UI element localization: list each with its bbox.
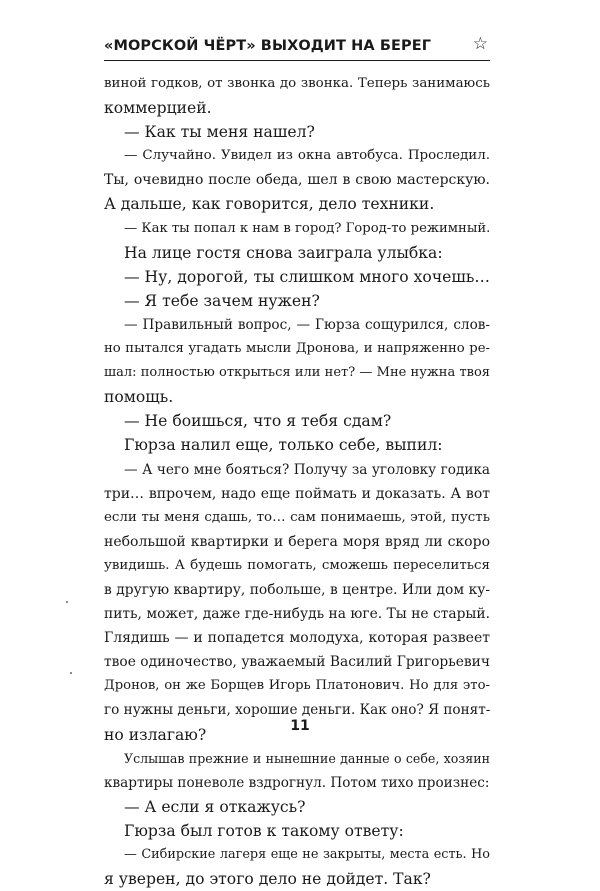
- text-line: — Случайно. Увидел из окна автобуса. Проследил.: [124, 148, 490, 164]
- text-line: я уверен, до этого дело не дойдет. Так?: [104, 870, 431, 889]
- text-line: но излагаю?: [104, 725, 207, 744]
- text-line: коммерцией.: [104, 99, 212, 118]
- text-line: — Не боишься, что я тебя сдам?: [124, 412, 392, 431]
- text-line: — А чего мне бояться? Получу за уголовку годика: [124, 461, 490, 478]
- text-line: — Как ты попал к нам в город? Город-то режимный.: [124, 220, 490, 236]
- page-number: 11: [290, 718, 310, 734]
- running-header: [104, 34, 490, 61]
- scan-speck: [66, 601, 68, 603]
- text-line: увидишь. А будешь помогать, сможешь переселиться: [104, 557, 490, 573]
- text-line: Гюрза был готов к такому ответу:: [124, 821, 404, 840]
- text-line: го нужны деньги, хорошие деньги. Как оно? Я понят-: [104, 702, 490, 719]
- text-line: три… впрочем, надо еще поймать и доказать. А вот: [104, 485, 490, 502]
- text-line: Услышав прежние и нынешние данные о себе, хозяин: [124, 750, 490, 766]
- text-line: — Как ты меня нашел?: [124, 123, 315, 142]
- text-line: твое одиночество, уважаемый Василий Григорьевич: [104, 654, 490, 671]
- text-line: — Я тебе зачем нужен?: [124, 291, 320, 310]
- text-line: пить, может, даже где-нибудь на юге. Ты не старый.: [104, 606, 490, 623]
- text-line: если ты меня сдашь, то… сам понимаешь, этой, пусть: [104, 509, 490, 525]
- text-line: шал: полностью открыться или нет? — Мне нужна твоя: [104, 365, 490, 381]
- text-line: На лице гостя снова заиграла улыбка:: [124, 243, 443, 262]
- text-line: в другую квартиру, побольше, в центре. Или дом ку-: [104, 581, 490, 598]
- running-header-title: «МОРСКОЙ ЧЁРТ» ВЫХОДИТ НА БЕРЕГ: [104, 38, 432, 54]
- text-line: квартиры поневоле вздрогнул. Потом тихо произнес:: [104, 774, 490, 791]
- text-line: Дронов, он же Борщев Игорь Платонович. Но для это-: [104, 678, 490, 694]
- star-outline-icon: ☆: [472, 34, 488, 54]
- text-line: — Ну, дорогой, ты слишком много хочешь…: [124, 267, 490, 286]
- text-line: А дальше, как говорится, дело техники.: [104, 195, 435, 214]
- body-text: [104, 72, 490, 891]
- text-line: Гюрза налил еще, только себе, выпил:: [124, 436, 443, 455]
- text-line: Глядишь — и попадется молодуха, которая развеет: [104, 630, 490, 647]
- text-line: — Сибирские лагеря еще не закрыты, места есть. Но: [124, 847, 490, 862]
- text-line: небольшой квартирки и берега моря вряд ли скоро: [104, 533, 490, 550]
- text-line: виной годков, от звонка до звонка. Теперь занимаюсь: [104, 76, 490, 91]
- text-line: — А если я откажусь?: [124, 797, 306, 816]
- scan-speck: [70, 672, 72, 674]
- text-line: — Правильный вопрос, — Гюрза сощурился, слов-: [124, 316, 490, 333]
- text-line: помощь.: [104, 388, 174, 407]
- text-line: но пытался угадать мысли Дронова, и напряженно ре-: [104, 341, 490, 357]
- text-line: Ты, очевидно после обеда, шел в свою мастерскую.: [104, 172, 490, 189]
